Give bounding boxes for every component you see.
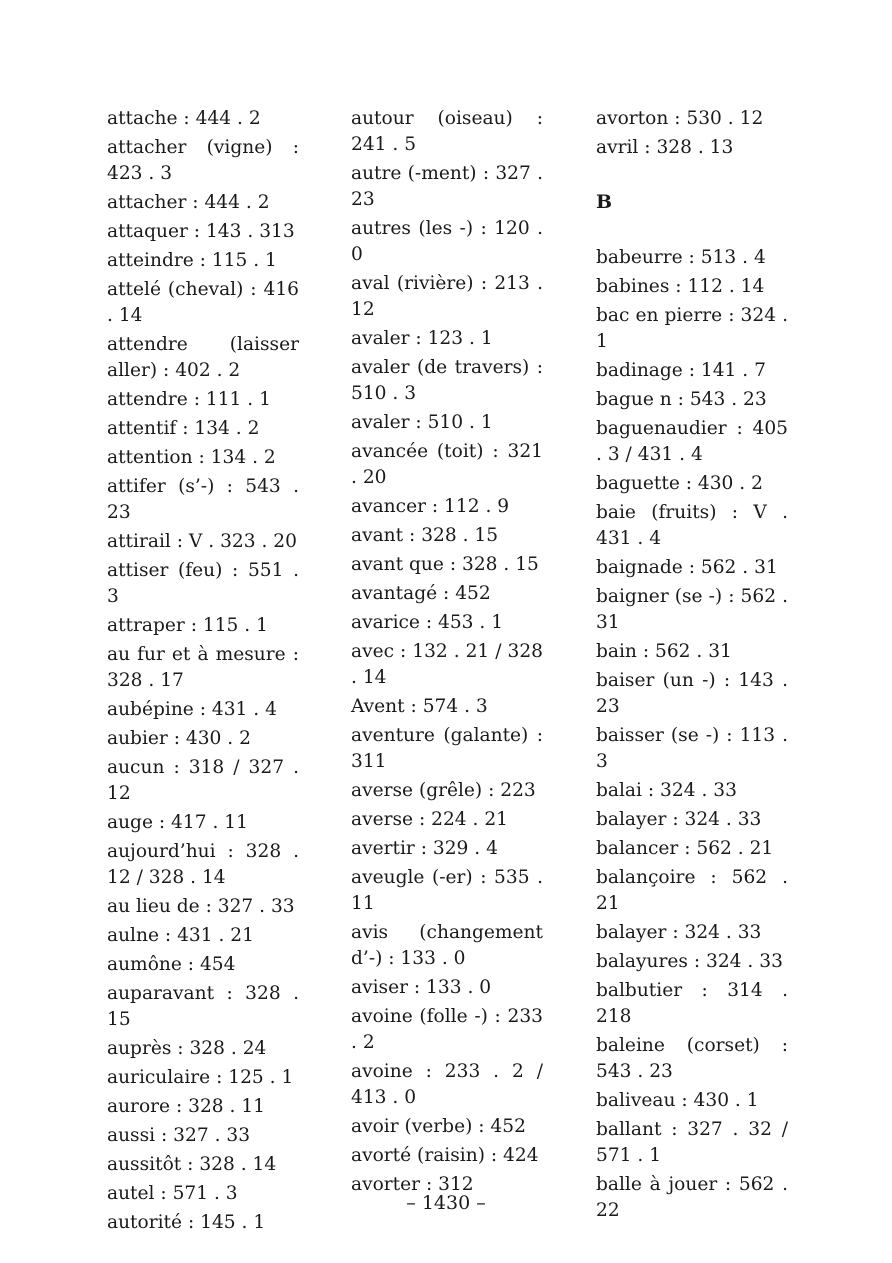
index-entry: babines : 112 . 14 bbox=[596, 276, 765, 297]
index-entry: aviser : 133 . 0 bbox=[351, 977, 492, 998]
index-entry: autel : 571 . 3 bbox=[107, 1183, 238, 1204]
index-entry: attention : 134 . 2 bbox=[107, 447, 276, 468]
page-number: – 1430 – bbox=[406, 1192, 486, 1214]
index-entry: avorton : 530 . 12 bbox=[596, 108, 764, 129]
index-entry: avoine (folle -) : 233 . 2 bbox=[351, 1006, 543, 1053]
index-entry: avaler (de travers) : 510 . 3 bbox=[351, 357, 543, 404]
index-entry: badinage : 141 . 7 bbox=[596, 360, 766, 381]
index-entry: avaler : 123 . 1 bbox=[351, 328, 493, 349]
index-entry: auge : 417 . 11 bbox=[107, 812, 248, 833]
index-entry: ballant : 327 . 32 / 571 . 1 bbox=[596, 1119, 788, 1166]
index-entry: baignade : 562 . 31 bbox=[596, 557, 778, 578]
index-entry: balai : 324 . 33 bbox=[596, 780, 737, 801]
index-column-2 bbox=[351, 106, 543, 1201]
index-entry: bain : 562 . 31 bbox=[596, 641, 732, 662]
index-entry: au fur et à mesure : 328 . 17 bbox=[107, 644, 299, 691]
index-entry: baguenaudier : 405 . 3 / 431 . 4 bbox=[596, 418, 788, 465]
index-entry: Avent : 574 . 3 bbox=[351, 696, 488, 717]
index-entry: balancer : 562 . 21 bbox=[596, 838, 774, 859]
index-entry: avancer : 112 . 9 bbox=[351, 496, 510, 517]
index-entry: attirail : V . 323 . 20 bbox=[107, 531, 297, 552]
index-entry: auparavant : 328 . 15 bbox=[107, 983, 299, 1030]
index-entry: attifer (s’-) : 543 . 23 bbox=[107, 476, 299, 523]
index-entry: balayer : 324 . 33 bbox=[596, 809, 762, 830]
index-entry: attendre : 111 . 1 bbox=[107, 389, 271, 410]
index-entry: aujourd’hui : 328 . 12 / 328 . 14 bbox=[107, 841, 299, 888]
index-entry: avarice : 453 . 1 bbox=[351, 612, 504, 633]
index-entry: balayures : 324 . 33 bbox=[596, 951, 783, 972]
index-entry: baie (fruits) : V . 431 . 4 bbox=[596, 502, 788, 549]
index-entry: babeurre : 513 . 4 bbox=[596, 247, 766, 268]
index-entry: autres (les -) : 120 . 0 bbox=[351, 218, 543, 265]
index-entry: auprès : 328 . 24 bbox=[107, 1038, 267, 1059]
index-column-3 bbox=[596, 106, 788, 1227]
index-entry: autorité : 145 . 1 bbox=[107, 1212, 266, 1233]
index-entry: balançoire : 562 . 21 bbox=[596, 867, 788, 914]
index-entry: au lieu de : 327 . 33 bbox=[107, 896, 295, 917]
index-entry: avoine : 233 . 2 / 413 . 0 bbox=[351, 1061, 543, 1108]
index-entry: attacher (vigne) : 423 . 3 bbox=[107, 137, 299, 184]
index-entry: avertir : 329 . 4 bbox=[351, 838, 498, 859]
index-entry: baigner (se -) : 562 . 31 bbox=[596, 586, 788, 633]
letter-heading: B bbox=[596, 191, 613, 213]
index-entry: attentif : 134 . 2 bbox=[107, 418, 260, 439]
index-entry: aubier : 430 . 2 bbox=[107, 728, 251, 749]
index-entry: bac en pierre : 324 . 1 bbox=[596, 305, 788, 352]
index-entry: avancée (toit) : 321 . 20 bbox=[351, 441, 543, 488]
index-entry: attacher : 444 . 2 bbox=[107, 192, 270, 213]
index-entry: aurore : 328 . 11 bbox=[107, 1096, 266, 1117]
index-entry: avoir (verbe) : 452 bbox=[351, 1116, 526, 1137]
index-entry: avril : 328 . 13 bbox=[596, 137, 734, 158]
index-entry: attraper : 115 . 1 bbox=[107, 615, 268, 636]
index-entry: avorté (raisin) : 424 bbox=[351, 1145, 539, 1166]
index-entry: avis (changement d’-) : 133 . 0 bbox=[351, 922, 543, 969]
index-entry: attelé (cheval) : 416 . 14 bbox=[107, 279, 299, 326]
index-entry: aussitôt : 328 . 14 bbox=[107, 1154, 277, 1175]
index-entry: avorter : 312 bbox=[351, 1174, 474, 1195]
index-entry: auriculaire : 125 . 1 bbox=[107, 1067, 294, 1088]
index-entry: averse : 224 . 21 bbox=[351, 809, 508, 830]
index-entry: baiser (un -) : 143 . 23 bbox=[596, 670, 788, 717]
index-entry: attiser (feu) : 551 . 3 bbox=[107, 560, 299, 607]
index-entry: aubépine : 431 . 4 bbox=[107, 699, 277, 720]
index-entry: baisser (se -) : 113 . 3 bbox=[596, 725, 788, 772]
index-entry: balbutier : 314 . 218 bbox=[596, 980, 788, 1027]
index-entry: baguette : 430 . 2 bbox=[596, 473, 763, 494]
index-entry: attache : 444 . 2 bbox=[107, 108, 261, 129]
index-entry: avaler : 510 . 1 bbox=[351, 412, 493, 433]
index-entry: avant : 328 . 15 bbox=[351, 525, 499, 546]
index-entry: atteindre : 115 . 1 bbox=[107, 250, 277, 271]
index-entry: avant que : 328 . 15 bbox=[351, 554, 539, 575]
index-entry: baliveau : 430 . 1 bbox=[596, 1090, 759, 1111]
index-entry: averse (grêle) : 223 bbox=[351, 780, 536, 801]
index-entry: baleine (corset) : 543 . 23 bbox=[596, 1035, 788, 1082]
index-entry: avec : 132 . 21 / 328 . 14 bbox=[351, 641, 543, 688]
index-entry: balle à jouer : 562 . 22 bbox=[596, 1174, 788, 1221]
index-entry: autre (-ment) : 327 . 23 bbox=[351, 163, 543, 210]
index-entry: aumône : 454 bbox=[107, 954, 236, 975]
index-entry: aussi : 327 . 33 bbox=[107, 1125, 251, 1146]
index-entry: aveugle (-er) : 535 . 11 bbox=[351, 867, 543, 914]
index-entry: avantagé : 452 bbox=[351, 583, 491, 604]
index-entry: aulne : 431 . 21 bbox=[107, 925, 254, 946]
index-entry: aucun : 318 / 327 . 12 bbox=[107, 757, 299, 804]
index-entry: autour (oiseau) : 241 . 5 bbox=[351, 108, 543, 155]
index-column-1 bbox=[107, 106, 299, 1239]
index-entry: bague n : 543 . 23 bbox=[596, 389, 767, 410]
index-entry: attaquer : 143 . 313 bbox=[107, 221, 295, 242]
index-entry: attendre (laisser aller) : 402 . 2 bbox=[107, 334, 299, 381]
index-entry: aval (rivière) : 213 . 12 bbox=[351, 273, 543, 320]
index-entry: aventure (galante) : 311 bbox=[351, 725, 543, 772]
index-entry: balayer : 324 . 33 bbox=[596, 922, 762, 943]
